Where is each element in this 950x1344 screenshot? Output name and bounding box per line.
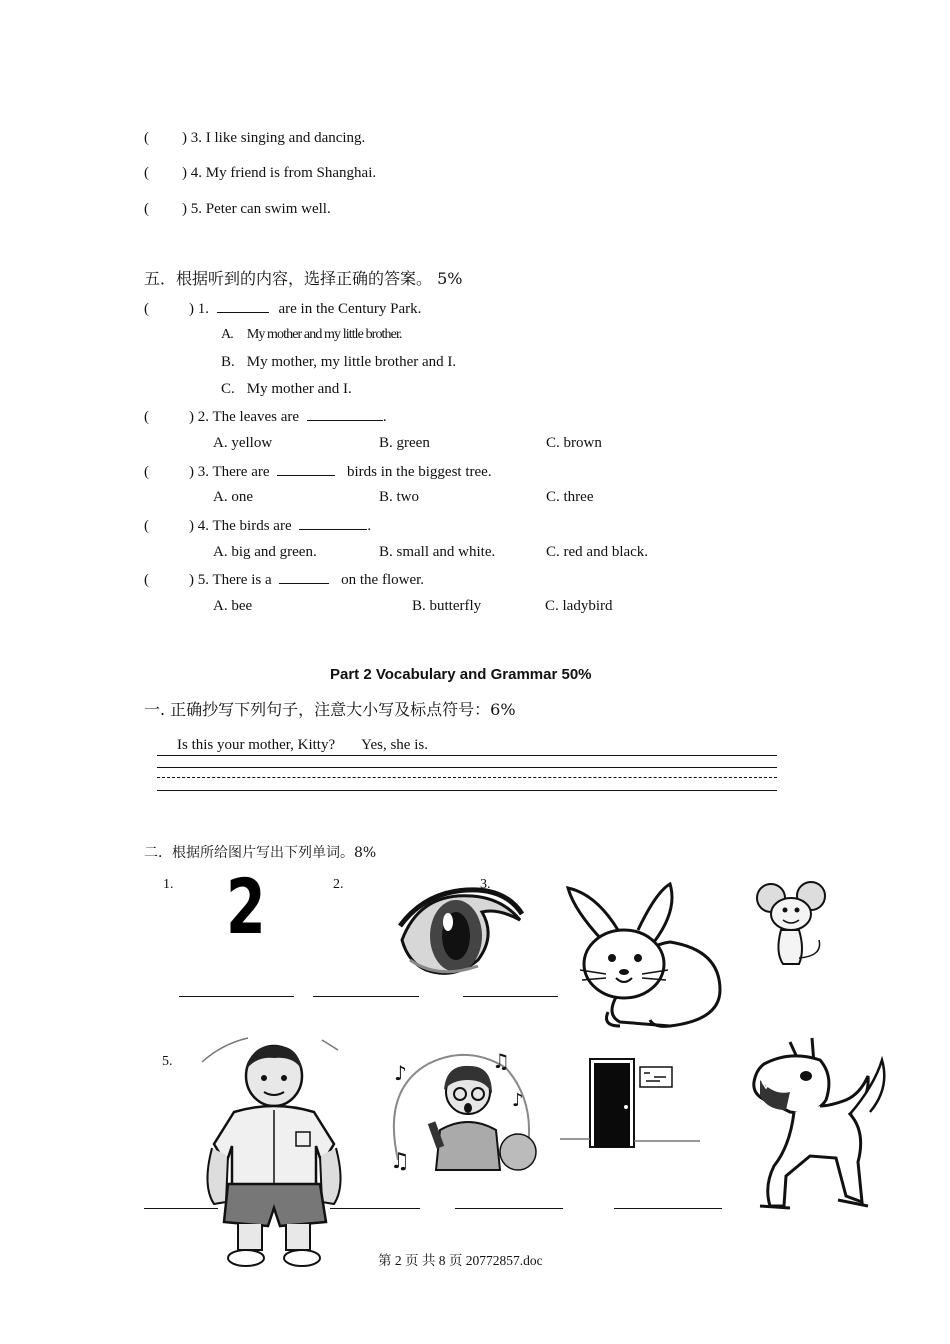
answer-line xyxy=(614,1208,722,1209)
mouse-picture xyxy=(753,880,829,968)
listening-item-3: ( ) 3. I like singing and dancing. xyxy=(144,130,366,146)
option-b: B. small and white. xyxy=(379,544,496,560)
option-b: B. two xyxy=(379,489,420,505)
option-a: A. big and green. xyxy=(213,544,317,560)
section-5-title: 五．根据听到的内容，选择正确的答案。 5% xyxy=(144,269,463,288)
option-a: A. one xyxy=(213,489,253,505)
answer-blank[interactable] xyxy=(279,571,329,584)
boy-picture xyxy=(198,1036,348,1272)
option-c: C. My mother and I. xyxy=(221,381,352,397)
option-b: B. butterfly xyxy=(412,598,482,614)
question-1: ( ) 1. are in the Century Park. xyxy=(144,301,422,317)
svg-text:♫: ♫ xyxy=(390,1149,410,1174)
option-a: A. My mother and my little brother. xyxy=(221,327,402,342)
answer-line xyxy=(313,996,419,997)
item-number: 3. xyxy=(480,877,491,892)
listening-item-5: ( ) 5. Peter can swim well. xyxy=(144,201,331,217)
answer-blank[interactable] xyxy=(307,408,383,421)
copy-sentence: Is this your mother, Kitty? Yes, she is. xyxy=(177,737,428,753)
question-5: ( ) 5. There is a on the flower. xyxy=(144,572,425,588)
copy-line xyxy=(157,767,777,768)
option-c: C. three xyxy=(546,489,594,505)
copy-line xyxy=(157,777,777,778)
answer-line xyxy=(463,996,558,997)
item-number: 1. xyxy=(163,877,174,892)
eye-picture xyxy=(398,886,524,978)
answer-blank[interactable] xyxy=(217,300,269,313)
question-4: ( ) 4. The birds are . xyxy=(144,518,372,534)
page-footer: 第 2 页 共 8 页 20772857.doc xyxy=(378,1253,543,1268)
svg-text:♫: ♫ xyxy=(492,1049,510,1073)
item-number: 2. xyxy=(333,877,344,892)
copy-line xyxy=(157,755,777,756)
listening-item-4: ( ) 4. My friend is from Shanghai. xyxy=(144,165,377,181)
section-2-title: 二．根据所给图片写出下列单词。8% xyxy=(144,845,377,861)
option-c: C. brown xyxy=(546,435,602,451)
section-1-title: 一. 正确抄写下列句子，注意大小写及标点符号：6% xyxy=(144,700,516,719)
singing-girl-picture xyxy=(388,1050,534,1174)
answer-blank[interactable] xyxy=(299,517,367,530)
option-b: B. My mother, my little brother and I. xyxy=(221,354,457,370)
answer-blank[interactable] xyxy=(277,463,335,476)
part-2-title: Part 2 Vocabulary and Grammar 50% xyxy=(330,666,592,683)
rabbit-picture xyxy=(560,880,725,1028)
option-b: B. green xyxy=(379,435,430,451)
copy-line xyxy=(157,790,777,791)
digit-two-picture: 2 xyxy=(226,862,266,951)
option-c: C. red and black. xyxy=(546,544,649,560)
svg-text:♪: ♪ xyxy=(394,1061,407,1085)
option-a: A. yellow xyxy=(213,435,273,451)
svg-text:♪: ♪ xyxy=(512,1090,524,1111)
answer-line xyxy=(179,996,294,997)
door-picture xyxy=(560,1055,700,1149)
question-2: ( ) 2. The leaves are . xyxy=(144,409,387,425)
wolf-picture xyxy=(750,1036,890,1216)
answer-line xyxy=(455,1208,563,1209)
item-number: 5. xyxy=(162,1054,173,1069)
question-3: ( ) 3. There are birds in the biggest tree. xyxy=(144,464,492,480)
option-c: C. ladybird xyxy=(545,598,613,614)
option-a: A. bee xyxy=(213,598,253,614)
